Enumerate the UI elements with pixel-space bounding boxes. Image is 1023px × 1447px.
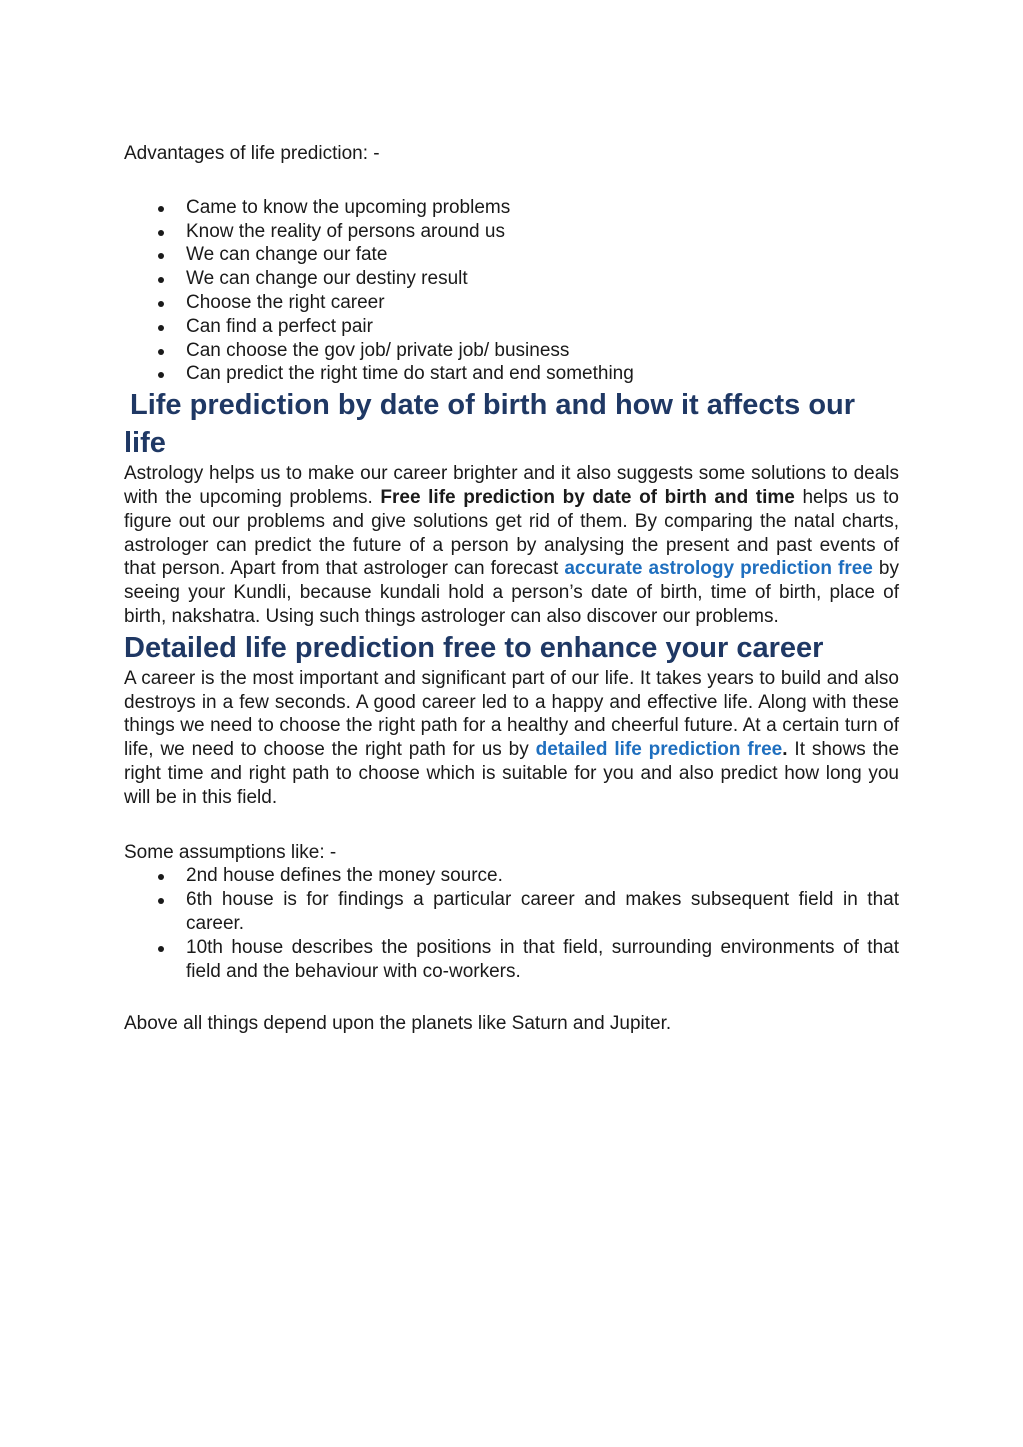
list-item: Can predict the right time do start and end something (124, 362, 899, 386)
list-item: 2nd house defines the money source. (124, 864, 899, 888)
bullet-icon (158, 898, 164, 904)
list-item: Know the reality of persons around us (124, 220, 899, 244)
closing-paragraph: Above all things depend upon the planets like Saturn and Jupiter. (124, 1013, 672, 1035)
section-heading-life-prediction: Life prediction by date of birth and how it affects our life (124, 389, 856, 460)
list-item: Choose the right career (124, 291, 899, 315)
bold-phrase: Free life prediction by date of birth and time (380, 486, 795, 508)
section-heading-career: Detailed life prediction free to enhance your career (124, 631, 824, 664)
advantages-intro: Advantages of life prediction: - (124, 143, 380, 164)
assumptions-list (124, 864, 899, 983)
detailed-life-prediction-link[interactable]: detailed life prediction free (535, 739, 783, 761)
bullet-icon (158, 349, 164, 355)
list-item: We can change our fate (124, 243, 899, 267)
bullet-icon (158, 277, 164, 283)
bullet-icon (158, 946, 164, 952)
accurate-astrology-link[interactable]: accurate astrology prediction free (564, 558, 873, 580)
bullet-icon (158, 206, 164, 212)
section1-paragraph: Astrology helps us to make our career brighter and it also suggests some solutions to deals with the upcoming problems. Free life prediction by date of birth and time helps us to figure out our problems and give solutions get rid of them. By comparing the natal charts, astrologer can predict the future of a person by analysing the present and past events of that person. Apart from that astrologer can forecast accurate astrology prediction free by seeing your Kundli, because kundali hold a person’s date of birth, time of birth, place of birth, nakshatra. Using such things astrologer can also discover our problems. (124, 463, 900, 627)
list-item: 6th house is for findings a particular career and makes subsequent field in that career. (124, 888, 899, 936)
list-item: We can change our destiny result (124, 267, 899, 291)
list-item: Can find a perfect pair (124, 315, 899, 339)
document-page (124, 142, 899, 1036)
advantages-list (124, 196, 899, 386)
section2-paragraph: A career is the most important and significant part of our life. It takes years to build and also destroys in a few seconds. A good career led to a happy and effective life. Along with these things we need to choose the right path for a healthy and cheerful future. At a certain turn of life, we need to choose the right path for us by detailed life prediction free. It shows the right time and right path to choose which is suitable for you and also predict how long you will be in this field. (124, 667, 900, 808)
bullet-icon (158, 325, 164, 331)
list-item: Came to know the upcoming problems (124, 196, 899, 220)
bullet-icon (158, 874, 164, 880)
bullet-icon (158, 253, 164, 259)
list-item: 10th house describes the positions in that field, surrounding environments of that field and the behaviour with co-workers. (124, 936, 899, 984)
bullet-icon (158, 372, 164, 378)
bullet-icon (158, 230, 164, 236)
list-item: Can choose the gov job/ private job/ business (124, 339, 899, 363)
bullet-icon (158, 301, 164, 307)
assumptions-intro: Some assumptions like: - (124, 841, 337, 863)
